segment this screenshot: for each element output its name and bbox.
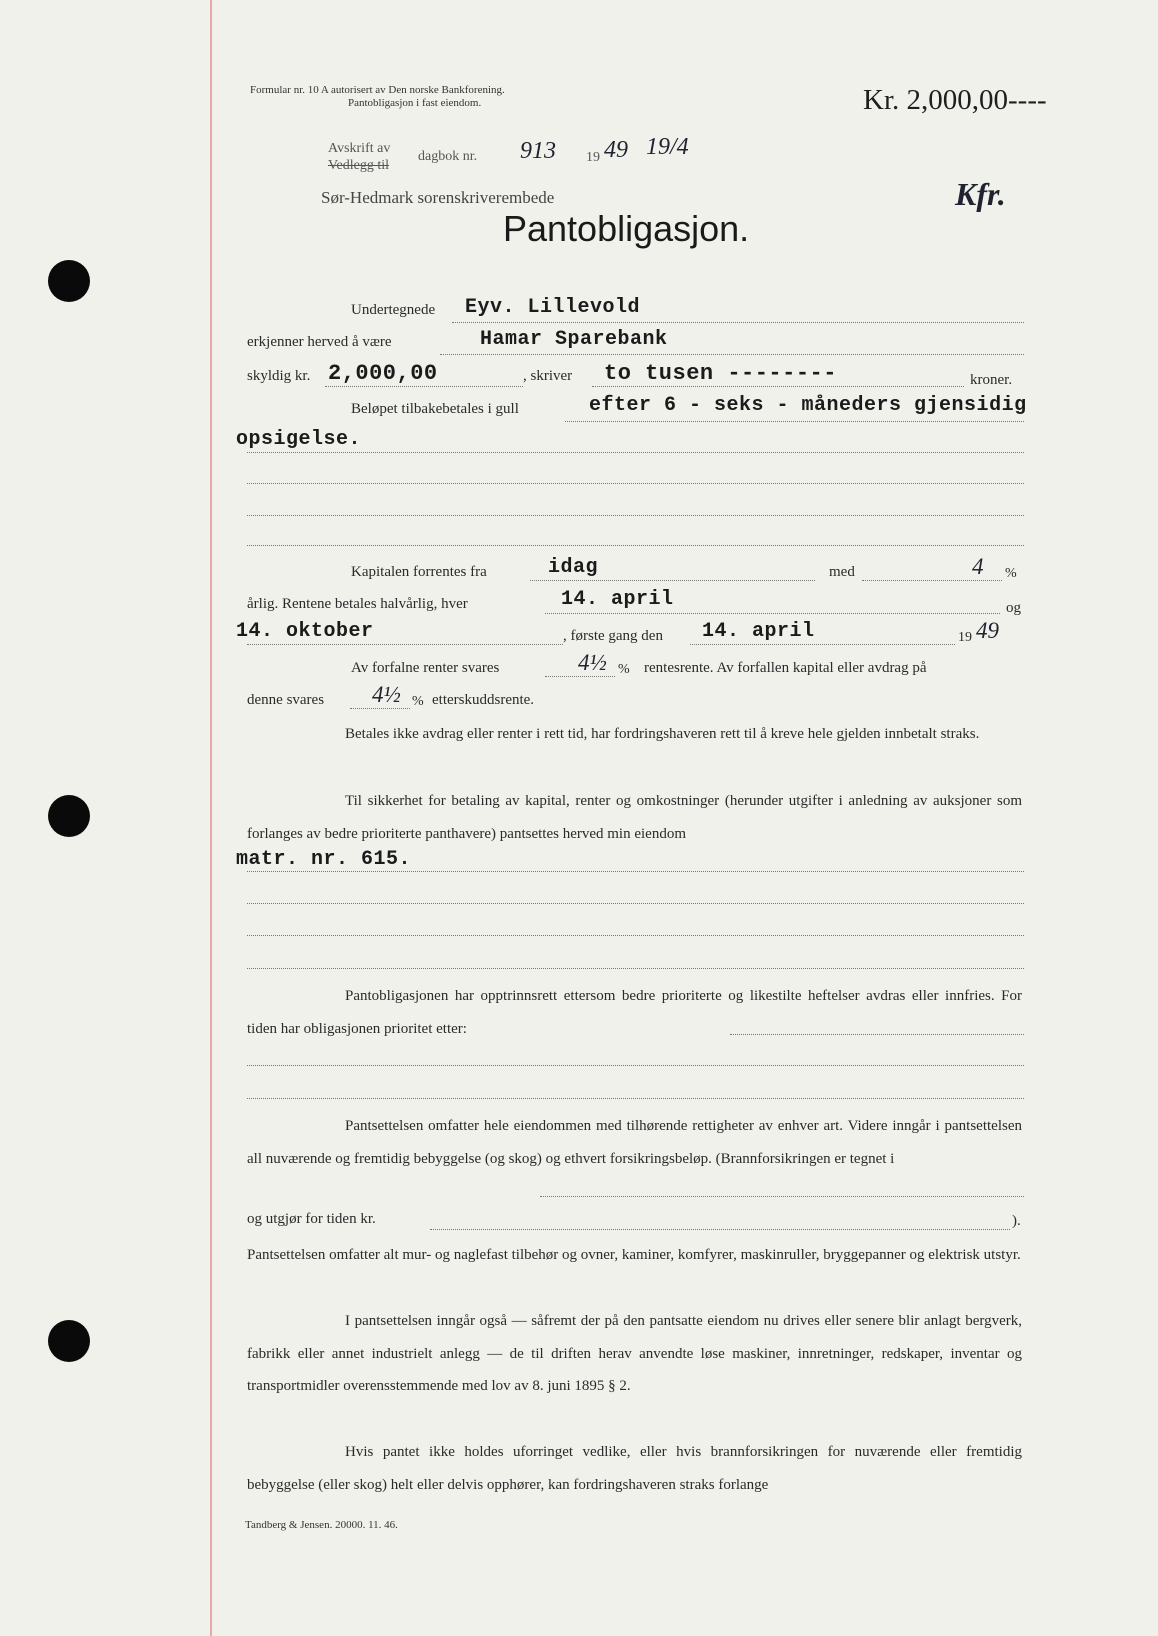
first-payment-date: 14. april <box>702 620 815 643</box>
utgjor-end: ). <box>1012 1213 1021 1229</box>
rentesrente-label: rentesrente. Av forfallen kapital eller avdrag på <box>644 660 927 676</box>
interest-from: idag <box>548 556 599 579</box>
dotted-line <box>690 644 955 645</box>
med-label: med <box>829 564 855 580</box>
arlig-label: årlig. Rentene betales halvårlig, hver <box>247 596 468 612</box>
forste-label: , første gang den <box>563 628 663 644</box>
dotted-line <box>247 452 1024 453</box>
dotted-line <box>350 708 410 709</box>
dotted-line <box>565 421 1024 422</box>
security-clause <box>247 785 1022 850</box>
dotted-line <box>247 1065 1024 1066</box>
skyldig-label: skyldig kr. <box>247 368 311 384</box>
debtor-name: Eyv. Lillevold <box>465 296 641 319</box>
skriver-label: , skriver <box>523 368 573 384</box>
erkjenner-label: erkjenner herved å være <box>247 334 392 350</box>
maintenance-clause <box>247 1436 1022 1501</box>
default-clause-text: Betales ikke avdrag eller renter i rett tid, har fordringshaveren rett til å kreve hele gjelden innbetalt straks. <box>345 726 980 742</box>
dotted-line <box>247 483 1024 484</box>
dotted-line <box>430 1229 1010 1230</box>
percent-sign: % <box>1005 566 1017 581</box>
amount-number: 2,000,00 <box>328 361 438 386</box>
repayment-terms: efter 6 - seks - måneders gjensidig <box>589 394 1027 417</box>
dotted-line <box>247 515 1024 516</box>
dotted-line <box>545 613 1000 614</box>
vedlegg-label: Vedlegg til <box>328 158 390 173</box>
term-date-2: 14. oktober <box>236 620 374 643</box>
first-year-prefix: 19 <box>958 630 972 645</box>
property-id: matr. nr. 615. <box>236 848 412 871</box>
dotted-line <box>730 1034 1024 1035</box>
dotted-line <box>862 580 1002 581</box>
year-prefix: 19 <box>586 150 600 165</box>
creditor-name: Hamar Sparebank <box>480 328 668 351</box>
dotted-line <box>592 386 964 387</box>
document-title: Pantobligasjon. <box>503 208 750 249</box>
form-subtitle: Pantobligasjon i fast eiendom. <box>348 97 482 109</box>
dotted-line <box>247 903 1024 904</box>
dagbok-number: 913 <box>520 138 556 164</box>
avskrift-label: Avskrift av <box>328 141 391 156</box>
interest-rate: 4 <box>972 554 984 579</box>
punch-hole <box>48 795 90 837</box>
registry-date: 19/4 <box>646 134 689 160</box>
industrial-clause-text: I pantsettelsen inngår også — såfremt der på den pantsatte eiendom nu drives eller senere blir anlagt bergverk, fabrikk eller annet industrielt anlegg — de til driften herav anvendte løse maskiner, innretninger, redskaper, inventar og transportmidler overensstemmende med lov av 8. juni 1895 § 2. <box>247 1313 1022 1394</box>
punch-hole <box>48 1320 90 1362</box>
year-suffix: 49 <box>604 137 628 163</box>
security-clause-text: Til sikkerhet for betaling av kapital, renter og omkostninger (herunder utgifter i anledning av auksjoner som forlanges av bedre prioriterte panthavere) pantsettes herved min eiendom <box>247 793 1022 842</box>
kapitalen-label: Kapitalen forrentes fra <box>351 564 487 580</box>
amount-words: to tusen -------- <box>604 361 837 386</box>
percent-sign: % <box>412 694 424 709</box>
fixtures-clause <box>247 1239 1022 1272</box>
dotted-line <box>325 386 523 387</box>
term-date-1: 14. april <box>561 588 674 611</box>
percent-sign: % <box>618 662 630 677</box>
og-label: og <box>1006 600 1021 616</box>
form-number: Formular nr. 10 A autorisert av Den norske Bankforening. <box>250 84 505 96</box>
dotted-line <box>540 1196 1024 1197</box>
scope-clause <box>247 1110 1022 1175</box>
dotted-line <box>247 968 1024 969</box>
printer-footer: Tandberg & Jensen. 20000. 11. 46. <box>245 1519 398 1531</box>
kroner-label: kroner. <box>970 372 1013 388</box>
initials-stamp: Kfr. <box>955 176 1006 212</box>
dotted-line <box>545 676 615 677</box>
etterskudd-label: etterskuddsrente. <box>432 692 535 708</box>
compound-rate: 4½ <box>578 650 607 675</box>
maintenance-clause-text: Hvis pantet ikke holdes uforringet vedlike, eller hvis brannforsikringen for nuværende eller fremtidig bebyggelse (eller skog) helt eller delvis opphører, kan fordringshaveren straks forlange <box>247 1444 1022 1493</box>
denne-label: denne svares <box>247 692 325 708</box>
amount-header: Kr. 2,000,00---- <box>863 84 1047 116</box>
undertegnede-label: Undertegnede <box>351 302 436 318</box>
dotted-line <box>452 322 1024 323</box>
repayment-terms-cont: opsigelse. <box>236 428 362 451</box>
dotted-line <box>440 354 1024 355</box>
utgjor-label: og utgjør for tiden kr. <box>247 1211 376 1227</box>
dotted-line <box>247 935 1024 936</box>
margin-line <box>210 0 212 1636</box>
dagbok-label: dagbok nr. <box>418 149 478 164</box>
dotted-line <box>247 644 563 645</box>
scope-clause-text: Pantsettelsen omfatter hele eiendommen med tilhørende rettigheter av enhver art. Videre inngår i pantsettelsen all nuværende og fremtidig bebyggelse (og skog) og ethvert forsikringsbeløp. (Brannforsikringen er tegnet i <box>247 1118 1022 1167</box>
industrial-clause <box>247 1305 1022 1403</box>
av-forfalne-label: Av forfalne renter svares <box>351 660 500 676</box>
dotted-line <box>530 580 815 581</box>
priority-clause <box>247 980 1022 1045</box>
dotted-line <box>247 1098 1024 1099</box>
punch-hole <box>48 260 90 302</box>
priority-clause-text: Pantobligasjonen har opptrinnsrett ettersom bedre prioriterte og likestilte heftelser avdras eller innfries. For tiden har obligasjonen prioritet etter: <box>247 988 1022 1037</box>
default-clause <box>247 718 1022 751</box>
dotted-line <box>247 545 1024 546</box>
belopet-label: Beløpet tilbakebetales i gull <box>351 401 519 417</box>
dotted-line <box>247 871 1024 872</box>
fixtures-clause-text: Pantsettelsen omfatter alt mur- og naglefast tilbehør og ovner, kaminer, komfyrer, maskinruller, bryggepanner og elektrisk utstyr. <box>247 1247 1021 1263</box>
court-office: Sør-Hedmark sorenskriverembede <box>321 188 555 207</box>
arrears-rate: 4½ <box>372 682 401 707</box>
first-payment-year: 49 <box>976 618 999 643</box>
